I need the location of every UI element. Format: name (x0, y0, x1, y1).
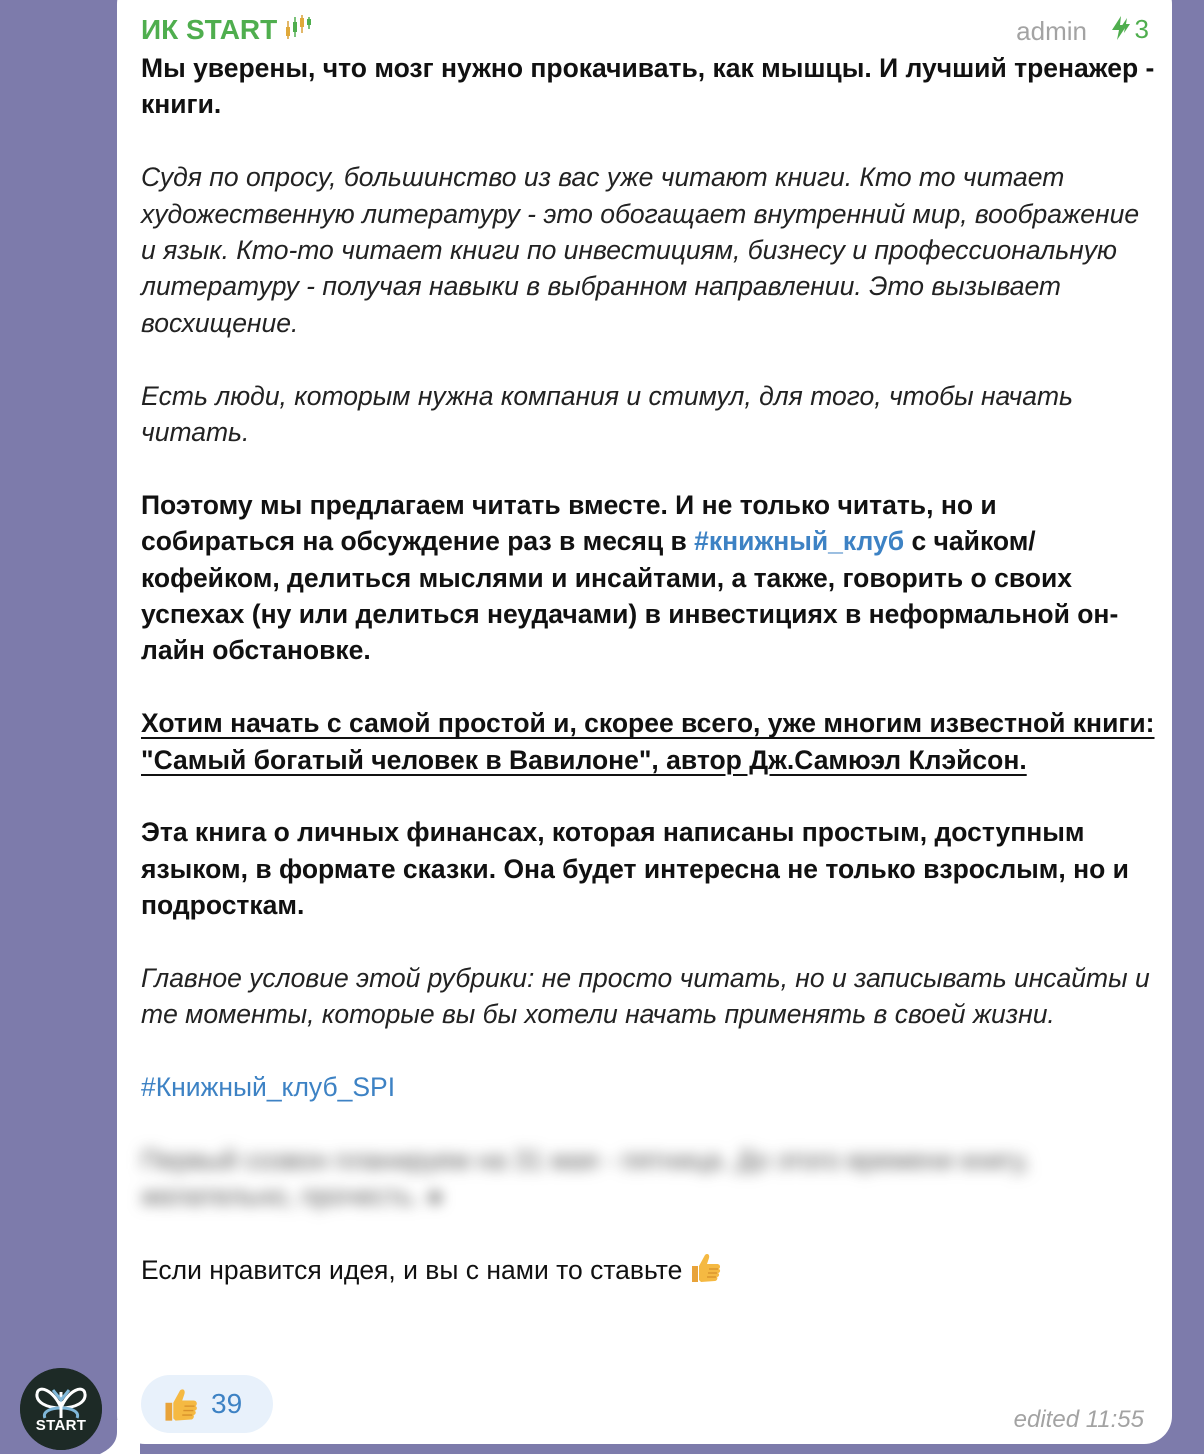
paragraph-call-to-action (141, 1251, 1156, 1294)
avatar-label: START (35, 1417, 87, 1434)
thumbs-up-icon (161, 1386, 199, 1424)
paragraph-first-book: Хотим начать с самой простой и, скорее всего, уже многим известной книги: "Самый богатый человек в Вавилоне", автор Дж.Самюэл Клэйсон. (141, 708, 1155, 775)
boost-badge[interactable] (1107, 14, 1149, 44)
message-text (141, 50, 1156, 1331)
author-signature: admin (1016, 16, 1087, 46)
proposal-text-end: с чайком/кофейком, делиться мыслями и инсайтами, а также, говорить о своих успехах (ну или делиться неудачами) в инвестициях в неформальной он-лайн обстановке. (141, 526, 1119, 666)
paragraph-company: Есть люди, которым нужна компания и стимул, для того, чтобы начать читать. (141, 380, 1073, 448)
reaction-thumbs-up-button[interactable] (141, 1375, 273, 1433)
paragraph-main-condition: Главное условие этой рубрики: не просто читать, но и записывать инсайты и те моменты, которые вы бы хотели начать применять в своей жизни. (141, 963, 1150, 1030)
paragraph-proposal (141, 487, 1156, 669)
proposal-text-start: Поэтому мы предлагаем читать вместе. И не только читать, но и собираться на обсуждение раз в месяц в (141, 489, 997, 557)
message-header (141, 12, 1151, 48)
reaction-count: 39 (211, 1388, 243, 1419)
butterfly-logo-icon (20, 1368, 102, 1450)
boost-count: 3 (1134, 14, 1149, 44)
smile-emoji-icon: ● (427, 1181, 444, 1212)
boost-lightning-icon (1107, 15, 1133, 41)
paragraph-intro: Мы уверены, что мозг нужно прокачивать, как мышцы. И лучший тренажер - книги. (141, 53, 1155, 120)
channel-name-link[interactable] (141, 14, 313, 48)
hashtag-book-club[interactable]: #книжный_клуб (694, 526, 905, 557)
hashtag-book-club-spi[interactable]: #Книжный_клуб_SPI (141, 1072, 396, 1103)
channel-avatar[interactable] (20, 1368, 102, 1450)
spoiler-content: Первый созвон планируем на 31 мая - пятница. До этого времени книгу, желательно, прочесть. (141, 1145, 1030, 1212)
thumbs-up-emoji-icon (688, 1251, 722, 1294)
bubble-tail (100, 1420, 140, 1454)
channel-name: ИК START (141, 14, 278, 45)
candlestick-chart-icon (283, 15, 313, 48)
edited-timestamp: edited 11:55 (1013, 1406, 1144, 1433)
paragraph-survey: Судя по опросу, большинство из вас уже читают книги. Кто то читает художественную литературу - это обогащает внутренний мир, воображение и язык. Кто-то читает книги по инвестициям, бизнесу и профессиональную литературу - получая навыки в выбранном направлении. Это вызывает восхищение. (141, 162, 1140, 338)
spoiler-text[interactable] (141, 1142, 1156, 1215)
paragraph-book-description: Эта книга о личных финансах, которая написаны простым, доступным языком, в формате сказки. Она будет интересна не только взрослым, но и подросткам. (141, 817, 1129, 921)
call-to-action-text: Если нравится идея, и вы с нами то ставьте (141, 1255, 683, 1286)
